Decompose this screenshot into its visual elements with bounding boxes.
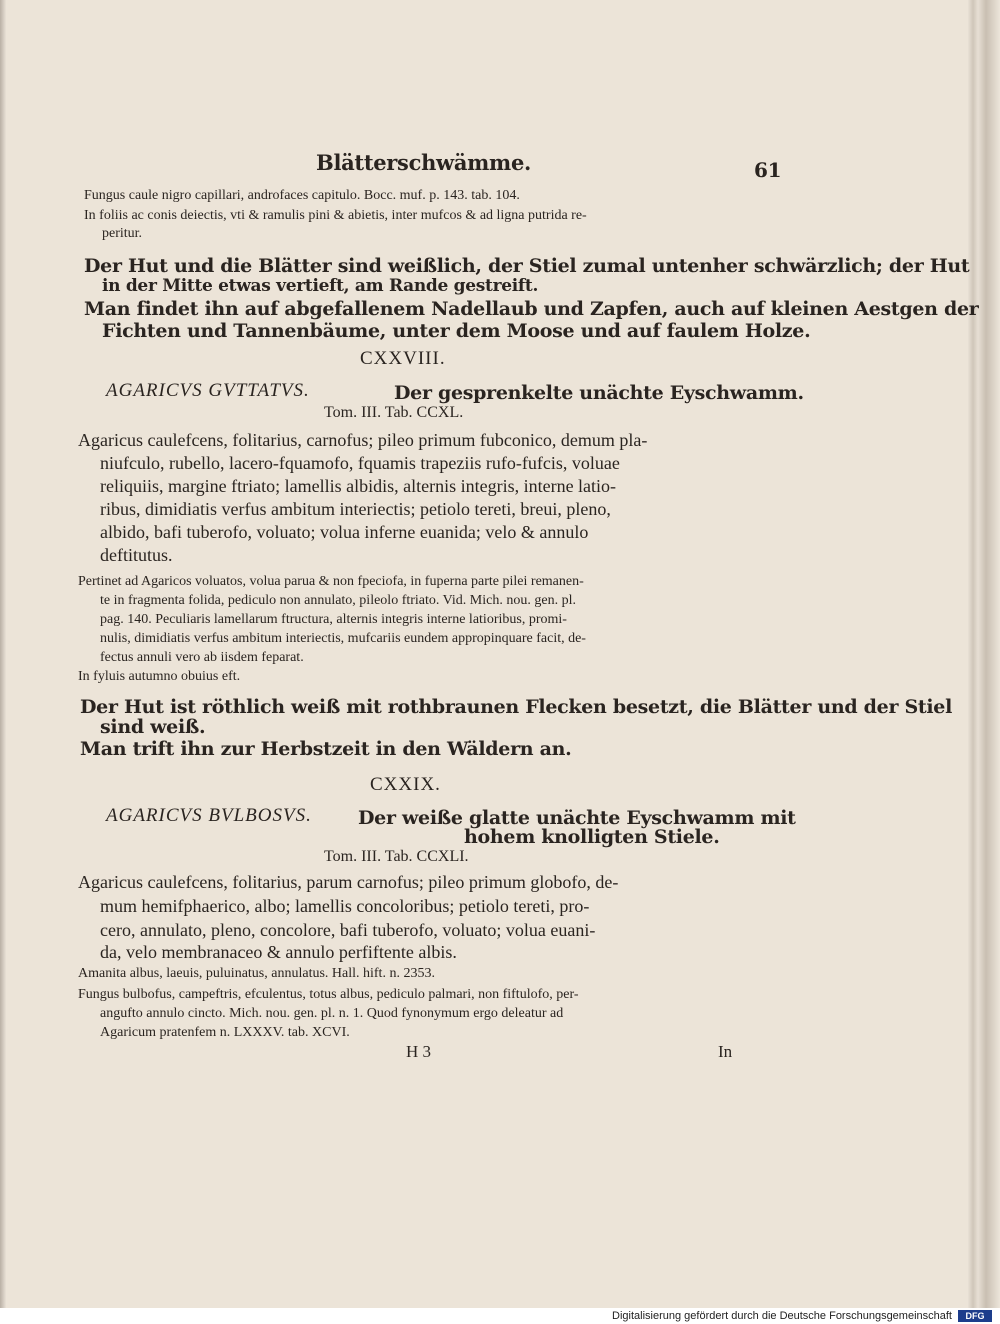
- section-129-note-1: Amanita albus, laeuis, puluinatus, annulatus. Hall. hift. n. 2353.: [78, 966, 435, 981]
- section-129-note-3: angufto annulo cincto. Mich. nou. gen. pl. n. 1. Quod fynonymum ergo deleatur ad: [100, 1006, 564, 1021]
- section-128-note-4: nulis, dimidiatis verfus ambitum interiectis, mufcariis eundem appropinquare facit, de-: [100, 631, 586, 646]
- section-128-note-1: Pertinet ad Agaricos voluatos, volua parua & non fpeciofa, in fuperna parte pilei remanen-: [78, 574, 584, 589]
- section-128-note-2: te in fragmenta folida, pediculo non annulato, pileolo ftriato. Vid. Mich. nou. gen. pl.: [100, 593, 576, 608]
- section-128-desc-2: niufculo, rubello, lacero-fquamofo, fquamis trapeziis rufo-fufcis, voluae: [100, 453, 620, 473]
- section-128-note-5: fectus annuli vero ab iisdem feparat.: [100, 650, 304, 665]
- book-page: [6, 0, 979, 1308]
- section-128-german-3: Man trift ihn zur Herbstzeit in den Wäldern an.: [80, 738, 572, 760]
- running-head: Blätterschwämme.: [316, 150, 532, 175]
- section-128-note-3: pag. 140. Peculiaris lamellarum ftructura, alternis integris interne latioribus, promi-: [100, 612, 567, 627]
- intro-line-2: In foliis ac conis deiectis, vti & ramulis pini & abietis, inter mufcos & ad ligna putrida re-: [84, 208, 587, 223]
- german-intro-4: Fichten und Tannenbäume, unter dem Moose und auf faulem Holze.: [102, 320, 811, 342]
- dfg-logo-icon: DFG: [958, 1310, 992, 1322]
- section-128-desc-5: albido, bafi tuberofo, voluato; volua inferne euanida; velo & annulo: [100, 522, 589, 542]
- section-129-desc-2: mum hemifphaerico, albo; lamellis concoloribus; petiolo tereti, pro-: [100, 896, 590, 916]
- intro-line-3: peritur.: [102, 226, 143, 241]
- section-129-german-name: Der weiße glatte unächte Eyschwamm mit: [358, 807, 796, 829]
- section-129-desc-3: cero, annulato, pleno, concolore, bafi tuberofo, voluato; volua euani-: [100, 920, 596, 940]
- section-128-latin-name: AGARICVS GVTTATVS.: [106, 380, 310, 401]
- section-128-german-name: Der gesprenkelte unächte Eyschwamm.: [394, 382, 804, 404]
- section-129-german-name-2: hohem knolligten Stiele.: [464, 826, 720, 848]
- section-129-desc-1: Agaricus caulefcens, folitarius, parum carnofus; pileo primum globofo, de-: [78, 872, 619, 892]
- funding-notice: Digitalisierung gefördert durch die Deutsche Forschungsgemeinschaft: [612, 1310, 952, 1322]
- section-128-desc-1: Agaricus caulefcens, folitarius, carnofus; pileo primum fubconico, demum pla-: [78, 430, 648, 450]
- section-128-desc-4: ribus, dimidiatis verfus ambitum interiectis; petiolo tereti, breui, pleno,: [100, 499, 611, 519]
- section-129-note-4: Agaricum pratenfem n. LXXXV. tab. XCVI.: [100, 1025, 350, 1040]
- catchword: In: [718, 1042, 733, 1061]
- section-128-desc-6: deftitutus.: [100, 545, 173, 565]
- page-number: 61: [754, 158, 782, 182]
- section-129-desc-4: da, velo membranaceo & annulo perfiftente albis.: [100, 942, 457, 962]
- intro-line-1: Fungus caule nigro capillari, androfaces capitulo. Bocc. muf. p. 143. tab. 104.: [84, 188, 520, 203]
- footer-bar: [0, 1308, 1000, 1324]
- section-128-desc-3: reliquiis, margine ftriato; lamellis albidis, alternis integris, interne latio-: [100, 476, 617, 496]
- section-128-german-2: sind weiß.: [100, 716, 206, 738]
- german-intro-1: Der Hut und die Blätter sind weißlich, der Stiel zumal untenher schwärzlich; der Hut: [84, 255, 970, 277]
- section-129-plate: Tom. III. Tab. CCXLI.: [324, 848, 469, 865]
- section-128-numeral: CXXVIII.: [360, 348, 446, 369]
- section-128-plate: Tom. III. Tab. CCXL.: [324, 404, 464, 421]
- section-128-note-6: In fyluis autumno obuius eft.: [78, 669, 241, 684]
- section-128-german-1: Der Hut ist röthlich weiß mit rothbraunen Flecken besetzt, die Blätter und der Stiel: [80, 696, 952, 718]
- signature-mark: H 3: [406, 1042, 432, 1061]
- section-129-note-2: Fungus bulbofus, campeftris, efculentus, totus albus, pediculo palmari, non fiftulofo, per-: [78, 987, 579, 1002]
- german-intro-2: in der Mitte etwas vertieft, am Rande gestreift.: [102, 276, 539, 296]
- german-intro-3: Man findet ihn auf abgefallenem Nadellaub und Zapfen, auch auf kleinen Aestgen der: [84, 298, 979, 320]
- section-129-numeral: CXXIX.: [370, 774, 441, 795]
- section-129-latin-name: AGARICVS BVLBOSVS.: [106, 805, 312, 826]
